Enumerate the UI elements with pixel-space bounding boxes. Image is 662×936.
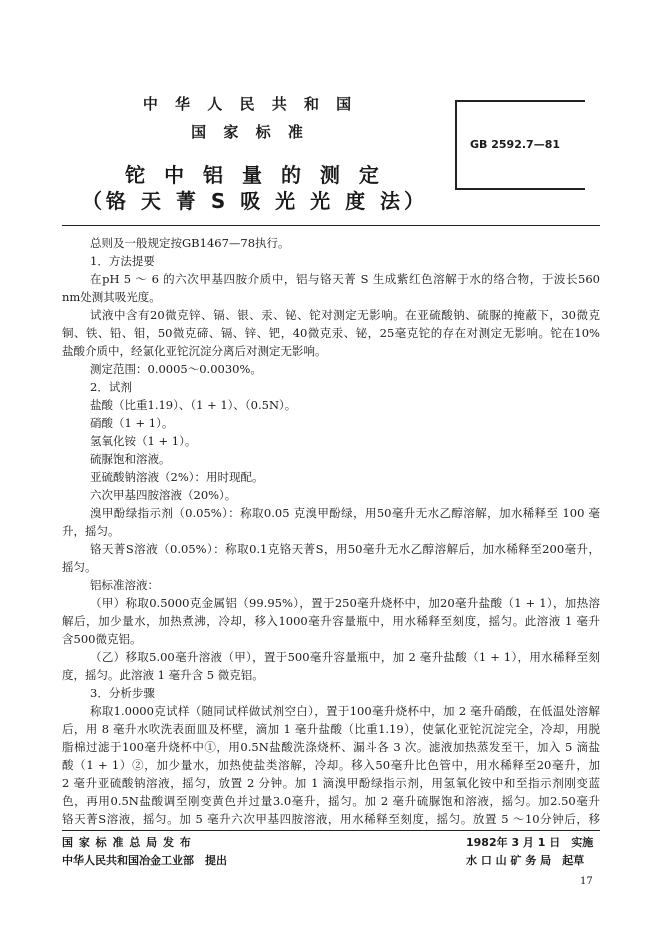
- standard-number: GB 2592.7—81: [470, 138, 560, 151]
- document-title: 铊 中 铝 量 的 测 定: [125, 163, 385, 187]
- reagent-item: 溴甲酚绿指示剂（0.05%）：称取0.05 克溴甲酚绿，用50毫升无水乙醇溶解，加水稀释至 100 毫: [90, 506, 600, 520]
- reagent-item-cont: 解后，加少量水，加热煮沸，冷却，移入1000毫升容量瓶中，用水稀释至刻度，摇匀。此溶液 1 毫升: [62, 614, 600, 628]
- procedure-line: 酸（1 + 1）②，加少量水，加热使盐类溶解，冷却。移入50毫升比色管中，用水稀释至20毫升，加: [62, 758, 600, 772]
- page-number: 17: [580, 876, 593, 887]
- proposer: 中华人民共和国冶金工业部 提出: [62, 854, 227, 867]
- procedure-line: 脂棉过滤于100毫升烧杯中①，用0.5N盐酸洗涤烧杯、漏斗各 3 次。滤液加热蒸发至干，加入 5 滴盐: [62, 740, 600, 754]
- procedure-line: 后，用 8 毫升水吹洗表面皿及杯壁，滴加 1 毫升盐酸（比重1.19），使氯化亚铊沉淀完全，冷却，用脱: [62, 722, 600, 736]
- reagent-item: 硫脲饱和溶液。: [90, 452, 171, 466]
- procedure-line: 色，再用0.5N盐酸调至刚变黄色并过量3.0毫升，摇匀。加 2 毫升硫脲饱和溶液，摇匀。加2.50毫升: [62, 794, 600, 808]
- reagent-item-cont: 摇匀。: [62, 560, 97, 574]
- reagent-item: 铝标准溶液：: [90, 578, 159, 592]
- reagent-item: 硝酸（1 + 1）。: [90, 416, 174, 430]
- reagent-item: （甲）称取0.5000克金属铝（99.95%），置于250毫升烧杯中，加20毫升盐酸（1 + 1），加热溶: [90, 596, 600, 610]
- reagent-item: 氢氧化铵（1 + 1）。: [90, 434, 197, 448]
- reagent-item-cont: 升，摇匀。: [62, 524, 120, 538]
- implementation-date: 1982年 3 月 1 日 实施: [466, 836, 594, 849]
- procedure-line: 2 毫升亚硫酸钠溶液，摇匀，放置 2 分钟。加 1 滴溴甲酚绿指示剂，用氢氧化铵中和至指示剂刚变蓝: [62, 776, 600, 790]
- reagent-item: 六次甲基四胺溶液（20%）。: [90, 488, 237, 502]
- drafter: 水 口 山 矿 务 局 起草: [466, 854, 585, 867]
- footer-rule: [62, 830, 600, 831]
- document-subtitle: （铬 天 菁 S 吸 光 光 度 法）: [81, 189, 429, 213]
- reagent-item-cont: 度，摇匀。此溶液 1 毫升含 5 微克铝。: [62, 668, 264, 682]
- intro-line: 总则及一般规定按GB1467—78执行。: [90, 236, 290, 250]
- header-rule: [62, 225, 600, 226]
- section-2-heading: 2．试剂: [90, 380, 132, 394]
- section-3-heading: 3．分析步骤: [90, 686, 155, 700]
- paragraph-line: 铜、铁、铅、钼，50微克碲、镉、锌、钯，40微克汞、铋，25毫克铊的存在对测定无影响。铊在10%: [62, 326, 600, 340]
- measurement-range: 测定范围：0.0005～0.0030%。: [90, 362, 262, 376]
- paragraph-line: 盐酸介质中，经氯化亚铊沉淀分离后对测定无影响。: [62, 344, 327, 358]
- paragraph-line: 试液中含有20微克锌、镉、银、汞、铋、铊对测定无影响。在亚硫酸钠、硫脲的掩蔽下，30微克: [90, 308, 600, 322]
- reagent-item: 亚硫酸钠溶液（2%）：用时现配。: [90, 470, 264, 484]
- reagent-item: 铬天菁S溶液（0.05%）：称取0.1克铬天菁S，用50毫升无水乙醇溶解后，加水稀释至200毫升，: [90, 542, 600, 556]
- issuer: 国 家 标 准 总 局 发 布: [62, 836, 192, 849]
- standard-type: 国 家 标 准: [191, 123, 309, 141]
- reagent-item: （乙）移取5.00毫升溶液（甲），置于500毫升容量瓶中，加 2 毫升盐酸（1 + 1），用水稀释至刻: [90, 650, 600, 664]
- procedure-line: 铬天菁S溶液，摇匀。加 5 毫升六次甲基四胺溶液，用水稀释至刻度，摇匀。放置 5 ～10分钟后，移: [62, 812, 600, 826]
- reagent-item-cont: 含500微克铝。: [62, 632, 142, 646]
- reagent-item: 盐酸（比重1.19）、（1 + 1）、（0.5N）。: [90, 398, 297, 412]
- procedure-line: 称取1.0000克试样（随同试样做试剂空白），置于100毫升烧杯中，加 2 毫升硝酸，在低温处溶解: [90, 704, 600, 718]
- paragraph-line: 在pH 5 ～ 6 的六次甲基四胺介质中，铝与铬天菁 S 生成紫红色溶解于水的络合物，于波长560: [90, 272, 600, 286]
- country-name: 中 华 人 民 共 和 国: [142, 95, 358, 113]
- section-1-heading: 1．方法提要: [90, 254, 155, 268]
- paragraph-line: nm处测其吸光度。: [62, 290, 161, 304]
